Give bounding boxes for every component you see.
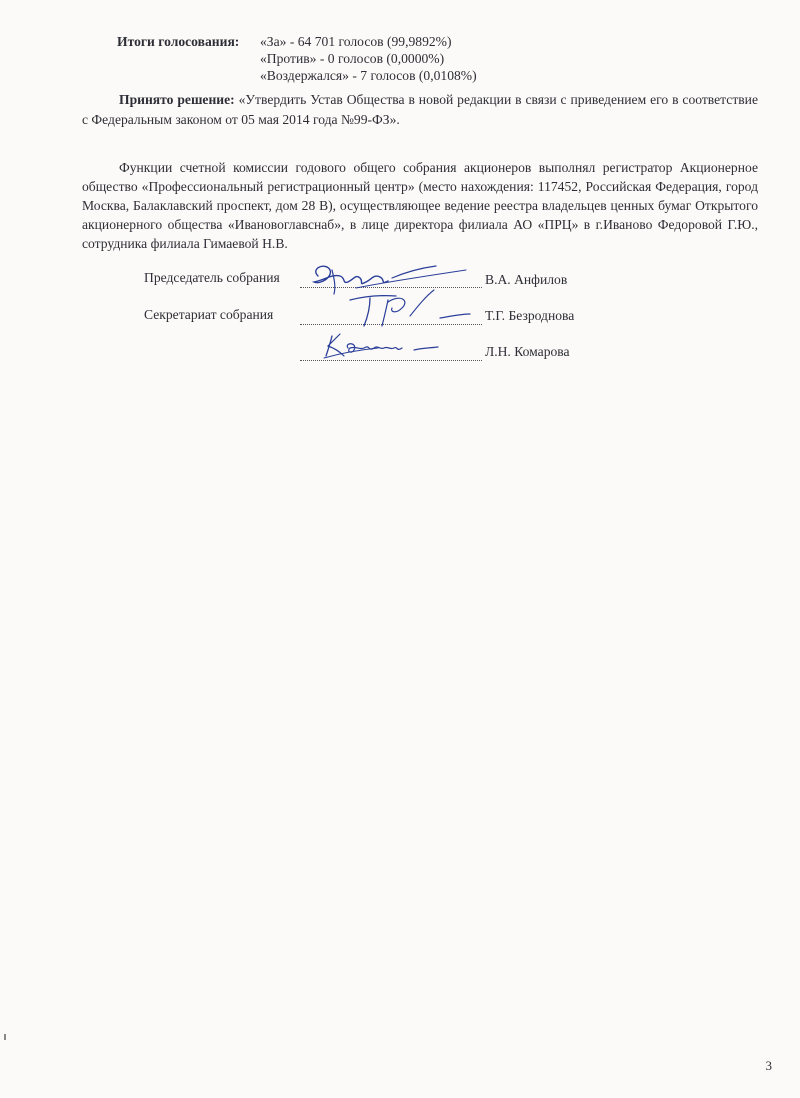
functions-paragraph: Функции счетной комиссии годового общего собрания акционеров выполнял регистратор Акционерное общество «Профессиональный регистрационный центр» (место нахождения: 117452, Российская Федерация, город Москва, Балаклавский проспект, дом 28 В), осуществляющее ведение реестра владельцев ценных бумаг Открытого акционерного общества «Ивановоглавснаб», в лице директора филиала АО «ПРЦ» в г.Иваново Федоровой Г.Ю., сотрудника филиала Гимаевой Н.В.	[82, 160, 758, 251]
decision-paragraph	[82, 90, 758, 130]
vote-abstained: «Воздержался» - 7 голосов (0,0108%)	[260, 68, 477, 83]
voting-label: Итоги голосования:	[117, 34, 240, 49]
chairman-role: Председатель собрания	[144, 270, 280, 285]
secretariat-role: Секретариат собрания	[144, 307, 274, 322]
vote-for: «За» - 64 701 голосов (99,9892%)	[260, 34, 452, 49]
page-number: 3	[765, 1058, 772, 1073]
vote-against: «Против» - 0 голосов (0,0000%)	[260, 51, 445, 66]
decision-text: «Утвердить Устав Общества в новой редакции в связи с приведением его в соответствие с Федеральным законом от 05 мая 2014 года №99-ФЗ».	[82, 92, 758, 127]
secretary2-name: Л.Н. Комарова	[485, 344, 570, 359]
voting-lines	[260, 33, 477, 84]
secretary1-handwritten-signature	[330, 286, 480, 330]
scan-edge-mark	[4, 1034, 6, 1040]
secretary2-handwritten-signature	[318, 328, 448, 362]
decision-label: Принято решение:	[119, 92, 235, 107]
secretary1-name: Т.Г. Безроднова	[485, 308, 575, 323]
chairman-name: В.А. Анфилов	[485, 272, 568, 287]
